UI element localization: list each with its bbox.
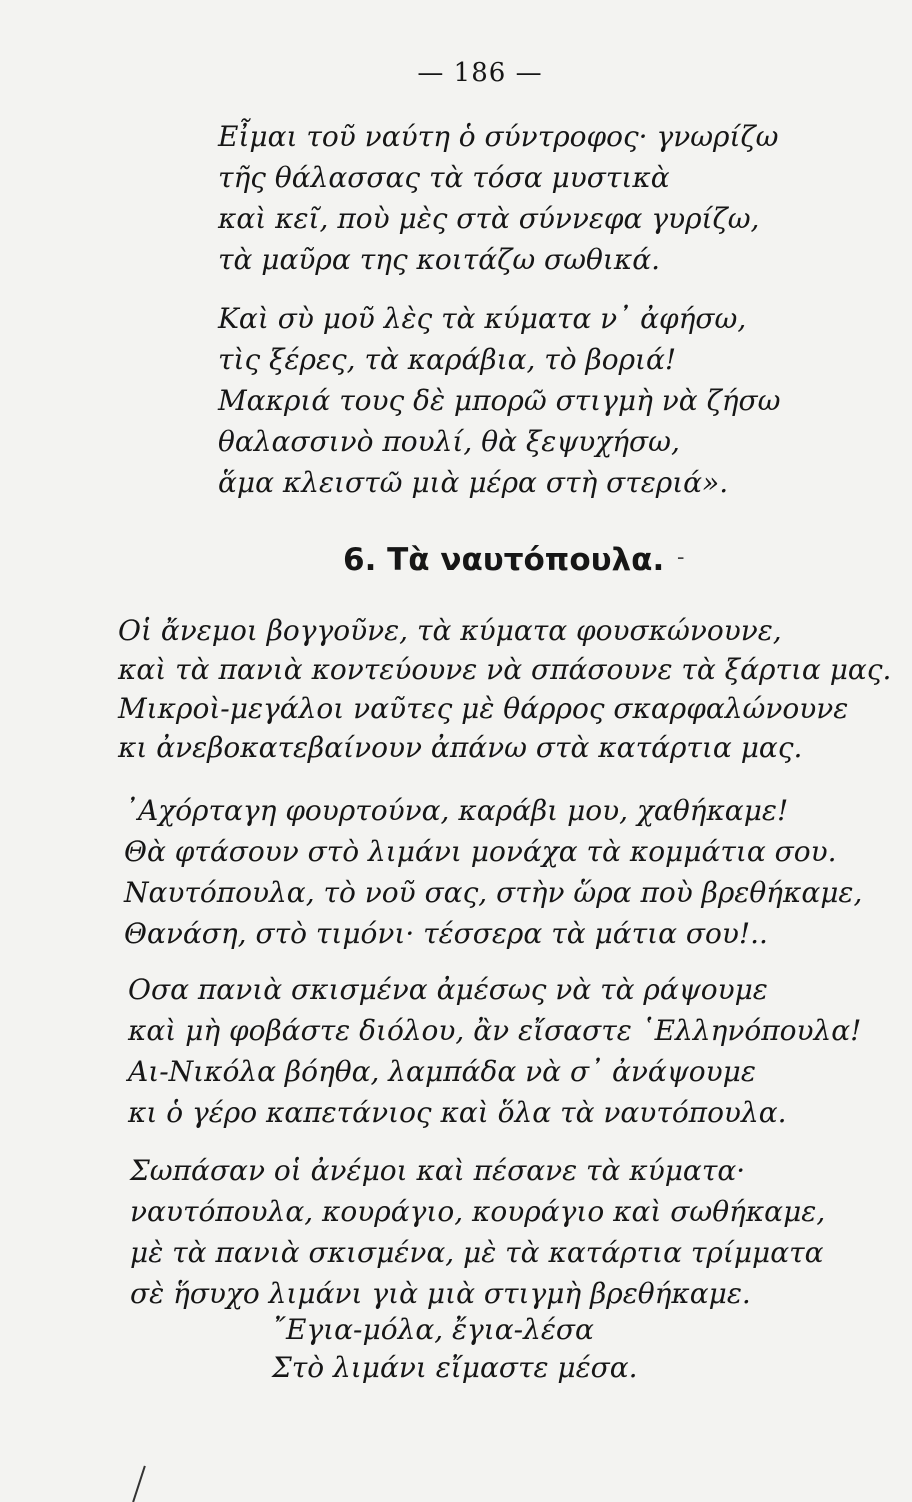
- verse-line: Ναυτόπουλα, τὸ νοῦ σας, στὴν ὥρα ποὺ βρεθήκαμε,: [124, 876, 863, 909]
- verse-line: τῆς θάλασσας τὰ τόσα μυστικὰ: [218, 161, 670, 194]
- verse-line: Θὰ φτάσουν στὸ λιμάνι μονάχα τὰ κομμάτια σου.: [124, 835, 837, 868]
- verse-line: ἅμα κλειστῶ μιὰ μέρα στὴ στεριά».: [218, 466, 729, 499]
- verse-line: θαλασσινὸ πουλί, θὰ ξεψυχήσω,: [218, 425, 680, 458]
- verse-line: κι ἀνεβοκατεβαίνουν ἀπάνω στὰ κατάρτια μας.: [118, 731, 803, 764]
- verse-line: Καὶ σὺ μοῦ λὲς τὰ κύματα ν᾿ ἀφήσω,: [218, 302, 747, 335]
- verse-line: Σωπάσαν οἱ ἀνέμοι καὶ πέσανε τὰ κύματα·: [130, 1154, 746, 1187]
- verse-line: μὲ τὰ πανιὰ σκισμένα, μὲ τὰ κατάρτια τρίμματα: [130, 1236, 824, 1269]
- verse-line: ᾿Αχόρταγη φουρτούνα, καράβι μου, χαθήκαμε!: [124, 794, 789, 827]
- verse-line: Εἶμαι τοῦ ναύτη ὁ σύντροφος· γνωρίζω: [218, 120, 779, 153]
- verse-line: σὲ ἥσυχο λιμάνι γιὰ μιὰ στιγμὴ βρεθήκαμε.: [130, 1277, 751, 1310]
- verse-line: Οἱ ἄνεμοι βογγοῦνε, τὰ κύματα φουσκώνουνε,: [118, 614, 782, 647]
- verse-line: καὶ μὴ φοβάστε διόλου, ἂν εἴσαστε ῾Ελληνόπουλα!: [128, 1014, 862, 1047]
- verse-line: καὶ τὰ πανιὰ κοντεύουνε νὰ σπάσουνε τὰ ξάρτια μας.: [118, 653, 892, 686]
- section-heading: 6. Τὰ ναυτόπουλα.: [343, 542, 665, 578]
- verse-line: Οσα πανιὰ σκισμένα ἀμέσως νὰ τὰ ράψουμε: [128, 973, 768, 1006]
- verse-line: Στὸ λιμάνι εἴμαστε μέσα.: [272, 1351, 638, 1384]
- verse-line: Μικροὶ-μεγάλοι ναῦτες μὲ θάρρος σκαρφαλώνουνε: [118, 692, 849, 725]
- verse-line: Θανάση, στὸ τιμόνι· τέσσερα τὰ μάτια σου!..: [124, 917, 768, 950]
- verse-line: ναυτόπουλα, κουράγιο, κουράγιο καὶ σωθήκαμε,: [130, 1195, 826, 1228]
- stray-dash-mark: -: [677, 545, 685, 570]
- page-number: — 186 —: [417, 58, 543, 88]
- verse-line: τὰ μαῦρα της κοιτάζω σωθικά.: [218, 243, 660, 276]
- verse-line: ῎Εγια-μόλα, ἔγια-λέσα: [272, 1313, 594, 1346]
- verse-line: τὶς ξέρες, τὰ καράβια, τὸ βοριά!: [218, 343, 677, 376]
- verse-line: Αι-Νικόλα βόηθα, λαμπάδα νὰ σ᾿ ἀνάψουμε: [128, 1055, 756, 1088]
- verse-line: καὶ κεῖ, ποὺ μὲς στὰ σύννεφα γυρίζω,: [218, 202, 760, 235]
- verse-line: κι ὁ γέρο καπετάνιος καὶ ὅλα τὰ ναυτόπουλα.: [128, 1096, 787, 1129]
- verse-line: Μακριά τους δὲ μπορῶ στιγμὴ νὰ ζήσω: [218, 384, 781, 417]
- pencil-mark: [132, 1466, 146, 1502]
